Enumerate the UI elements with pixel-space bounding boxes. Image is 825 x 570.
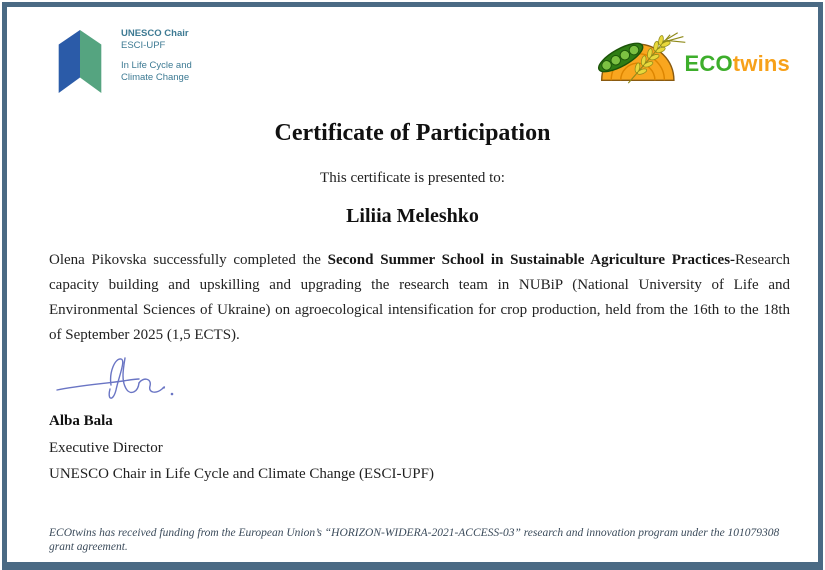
signer-role: Executive Director <box>49 440 163 456</box>
ecotwins-wordmark-twins: twins <box>732 51 790 76</box>
unesco-tagline-line1: In Life Cycle and <box>121 60 192 71</box>
unesco-logo-text <box>121 23 192 83</box>
ecotwins-emblem-icon <box>596 29 691 86</box>
ecotwins-logo <box>596 29 790 86</box>
body-suffix: Research capacity building and upskilling and upgrading the research team in NUBiP (National University of Life and Environmental Sciences of Ukraine) on agroecological intensification for crop production, held from the 16th to the 18th of September 2025 (1,5 ECTS). <box>49 252 790 343</box>
certificate-page <box>2 2 823 570</box>
certificate-title: Certificate of Participation <box>274 120 551 146</box>
unesco-chair-name: UNESCO Chair <box>121 28 189 39</box>
unesco-chair-logo <box>49 23 192 97</box>
signer-organization: UNESCO Chair in Life Cycle and Climate Change (ESCI-UPF) <box>49 466 434 482</box>
presented-to-line: This certificate is presented to: <box>320 170 505 186</box>
ecotwins-wordmark-eco: ECO <box>684 51 733 76</box>
recipient-name: Liliia Meleshko <box>346 205 479 227</box>
signature-scribble <box>55 352 185 404</box>
header-logos <box>7 7 818 99</box>
ecotwins-wordmark <box>684 51 790 77</box>
signer-name: Alba Bala <box>49 413 113 429</box>
certificate-body-text <box>49 248 790 348</box>
body-course-title: Second Summer School in Sustainable Agriculture Practices- <box>327 252 736 268</box>
unesco-org: ESCI-UPF <box>121 39 166 51</box>
unesco-chair-icon <box>49 23 111 97</box>
body-prefix: Olena Pikovska successfully completed the <box>49 252 328 268</box>
unesco-tagline-line2: Climate Change <box>121 71 190 83</box>
funding-disclaimer: ECOtwins has received funding from the European Union’s “HORIZON-WIDERA-2021-ACCESS-03” research and innovation program under the 101079308 grant agreement. <box>49 527 780 553</box>
